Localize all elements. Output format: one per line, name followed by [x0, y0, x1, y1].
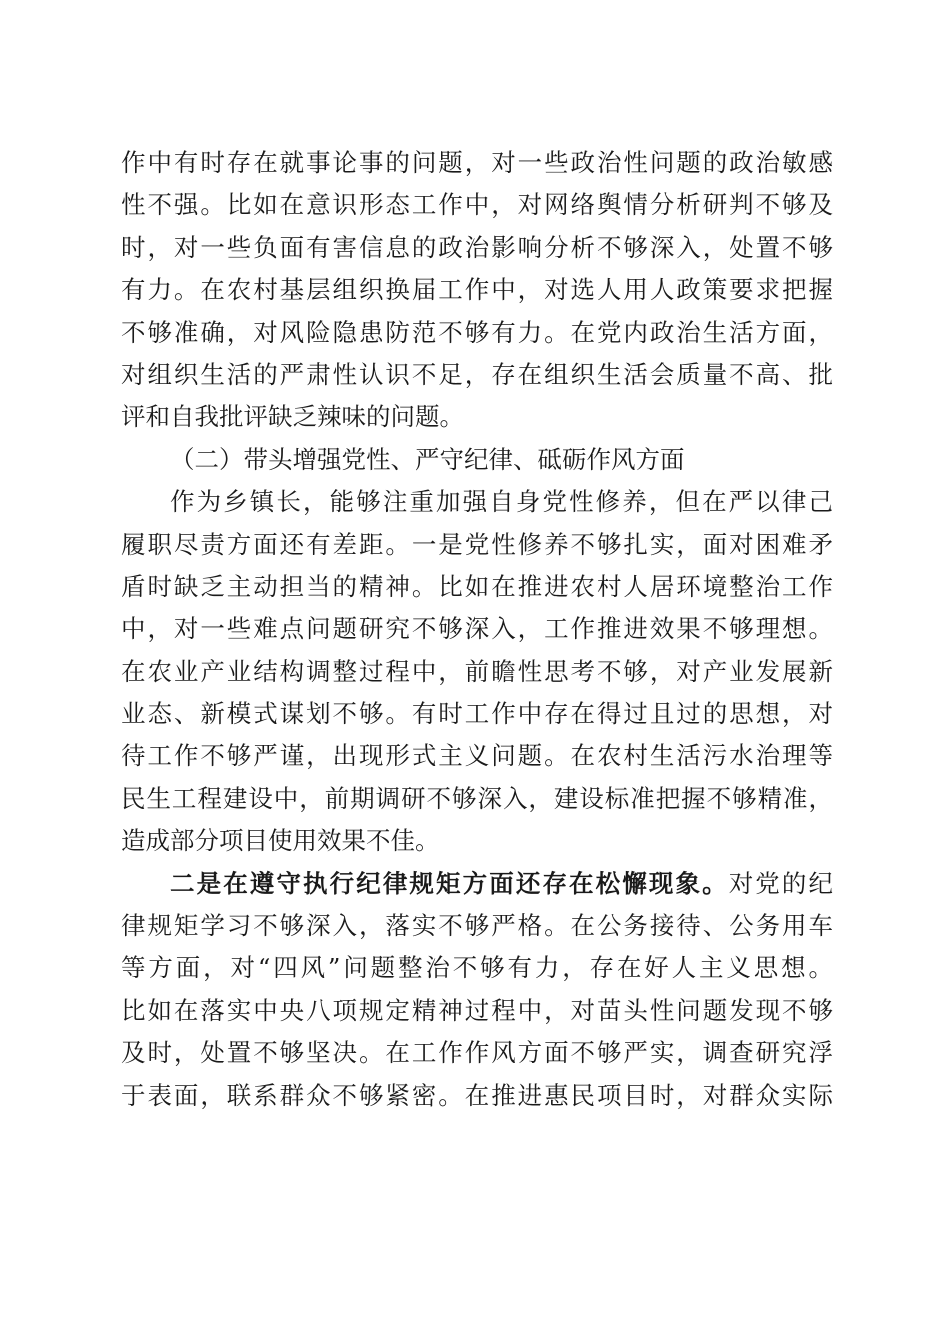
- text-line: 及时，处置不够坚决。在工作作风方面不够严实，调查研究浮: [121, 1038, 833, 1068]
- paragraph-discipline: [121, 863, 833, 1117]
- paragraph-party-spirit: [121, 481, 833, 863]
- section-heading: [121, 439, 833, 481]
- text-line: 民生工程建设中，前期调研不够深入，建设标准把握不够精准，: [121, 783, 833, 813]
- text-line: 评和自我批评缺乏辣味的问题。: [121, 402, 464, 432]
- text-line: 有力。在农村基层组织换届工作中，对选人用人政策要求把握: [121, 275, 833, 305]
- section-heading-text: （二）带头增强党性、严守纪律、砥砺作风方面: [170, 444, 685, 474]
- text-line: 于表面，联系群众不够紧密。在推进惠民项目时，对群众实际: [121, 1080, 833, 1110]
- text-line: 业态、新模式谋划不够。有时工作中存在得过且过的思想，对: [121, 699, 833, 729]
- text-line: 时，对一些负面有害信息的政治影响分析不够深入，处置不够: [121, 232, 833, 262]
- text-line: [121, 863, 833, 905]
- text-run: 对党的纪: [728, 868, 833, 898]
- text-line: 对组织生活的严肃性认识不足，存在组织生活会质量不高、批: [121, 359, 833, 389]
- text-line: 中，对一些难点问题研究不够深入，工作推进效果不够理想。: [121, 614, 833, 644]
- text-line: 盾时缺乏主动担当的精神。比如在推进农村人居环境整治工作: [121, 571, 833, 601]
- text-line: 作中有时存在就事论事的问题，对一些政治性问题的政治敏感: [121, 148, 833, 177]
- paragraph-political-sensitivity: [121, 142, 833, 439]
- text-line: 不够准确，对风险隐患防范不够有力。在党内政治生活方面，: [121, 317, 833, 347]
- document-body: [121, 142, 833, 1117]
- text-line: 在农业产业结构调整过程中，前瞻性思考不够，对产业发展新: [121, 656, 833, 686]
- text-line: 作为乡镇长，能够注重加强自身党性修养，但在严以律己: [170, 487, 833, 517]
- bold-lead-sentence: 二是在遵守执行纪律规矩方面还存在松懈现象。: [170, 868, 729, 898]
- text-line: 比如在落实中央八项规定精神过程中，对苗头性问题发现不够: [121, 995, 833, 1025]
- text-line: 待工作不够严谨，出现形式主义问题。在农村生活污水治理等: [121, 741, 833, 771]
- text-line: 等方面，对“四风”问题整治不够有力，存在好人主义思想。: [121, 953, 833, 983]
- text-line: 履职尽责方面还有差距。一是党性修养不够扎实，面对困难矛: [121, 529, 833, 559]
- text-line: 性不强。比如在意识形态工作中，对网络舆情分析研判不够及: [121, 190, 833, 220]
- text-line: 律规矩学习不够深入，落实不够严格。在公务接待、公务用车: [121, 911, 833, 941]
- text-line: 造成部分项目使用效果不佳。: [121, 826, 440, 856]
